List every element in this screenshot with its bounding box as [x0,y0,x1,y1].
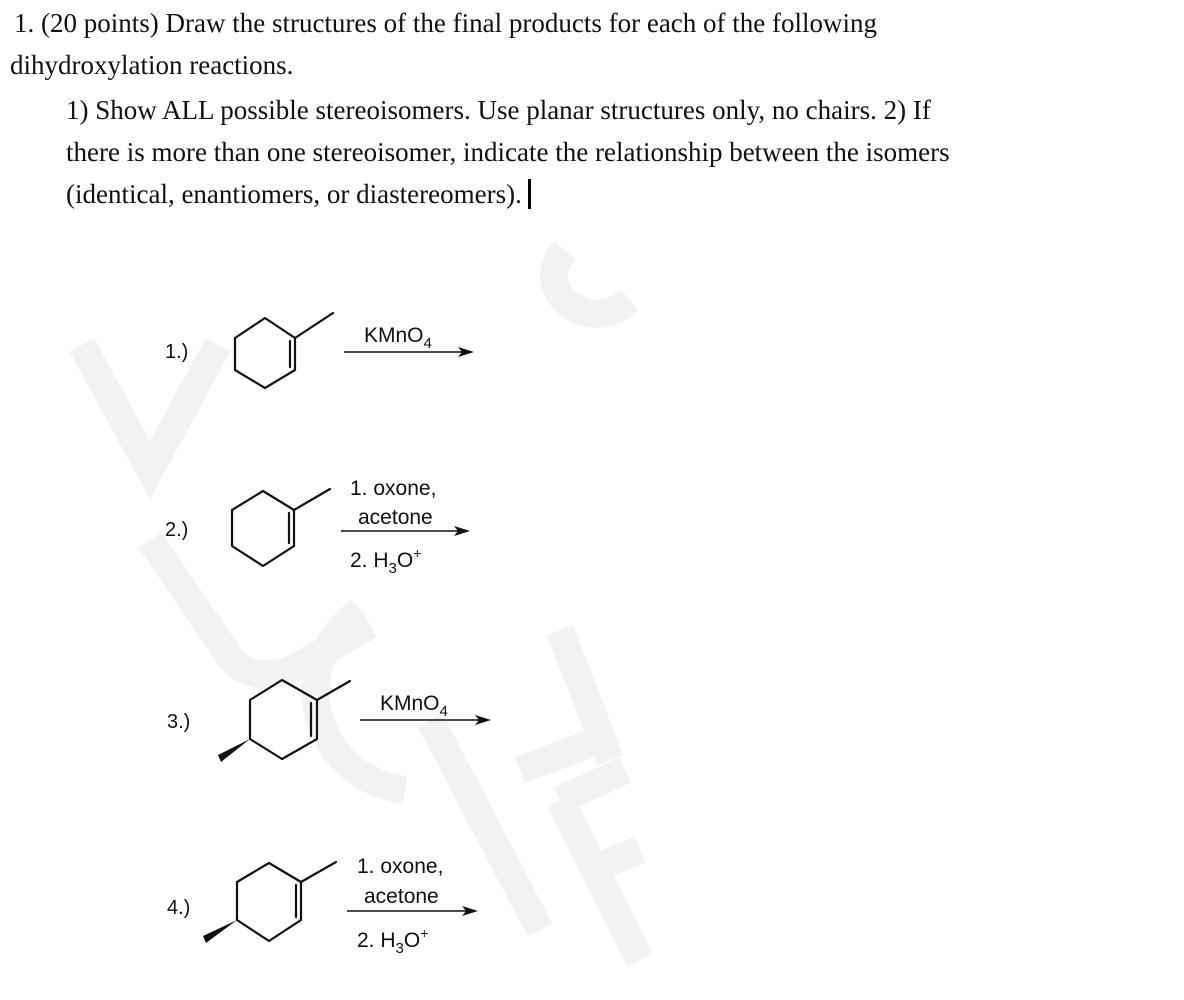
reagent-4-step2-sup: + [420,925,429,941]
question-line-1: 1. (20 points) Draw the structures of the final products for each of the following [14,8,878,38]
reagent-1-subscript: 4 [423,335,432,352]
reagent-2-step2-prefix: 2. H [350,549,389,572]
reaction-label-2: 2.) [165,519,189,541]
reagent-4-step1-line2: acetone [364,885,439,908]
reagent-2-step1-line1: 1. oxone, [350,477,437,500]
reagent-2-step2-sup: + [413,545,422,561]
instructions-line-3-text: (identical, enantiomers, or diastereomers). [66,179,522,209]
reaction-label-3: 3.) [167,711,191,733]
reagent-1-formula: KMnO [364,324,424,347]
wedge-bond-4 [203,920,237,943]
instructions-line-2: there is more than one stereoisomer, indicate the relationship between the isomers [66,137,950,167]
question-line-2: dihydroxylation reactions. [10,50,294,80]
reactant-3-structure [250,680,350,759]
reaction-label-4: 4.) [167,897,191,919]
reagent-4-step2-sub: 3 [395,940,404,957]
wedge-bond-3 [218,739,250,762]
reagent-3-subscript: 4 [439,703,448,720]
instructions-line-1: 1) Show ALL possible stereoisomers. Use planar structures only, no chairs. 2) If [66,95,931,125]
reagent-4-step2-mid: O [403,929,421,952]
reactant-4-structure [237,862,336,941]
reagent-2-step1-line2: acetone [358,506,433,529]
reaction-label-1: 1.) [165,341,189,363]
reagent-3 [380,692,448,720]
reagent-3-formula: KMnO [380,692,440,715]
reactant-1-structure [235,313,333,388]
reagent-2-step2 [350,545,421,577]
reagent-1 [364,324,432,352]
reagent-2-step2-mid: O [396,549,414,572]
reagent-2-step2-sub: 3 [388,560,397,577]
reagent-4-step2 [357,925,428,957]
reagent-4-step2-prefix: 2. H [357,929,396,952]
reactant-2-structure [232,489,330,566]
reagent-4-step1-line1: 1. oxone, [357,855,444,878]
